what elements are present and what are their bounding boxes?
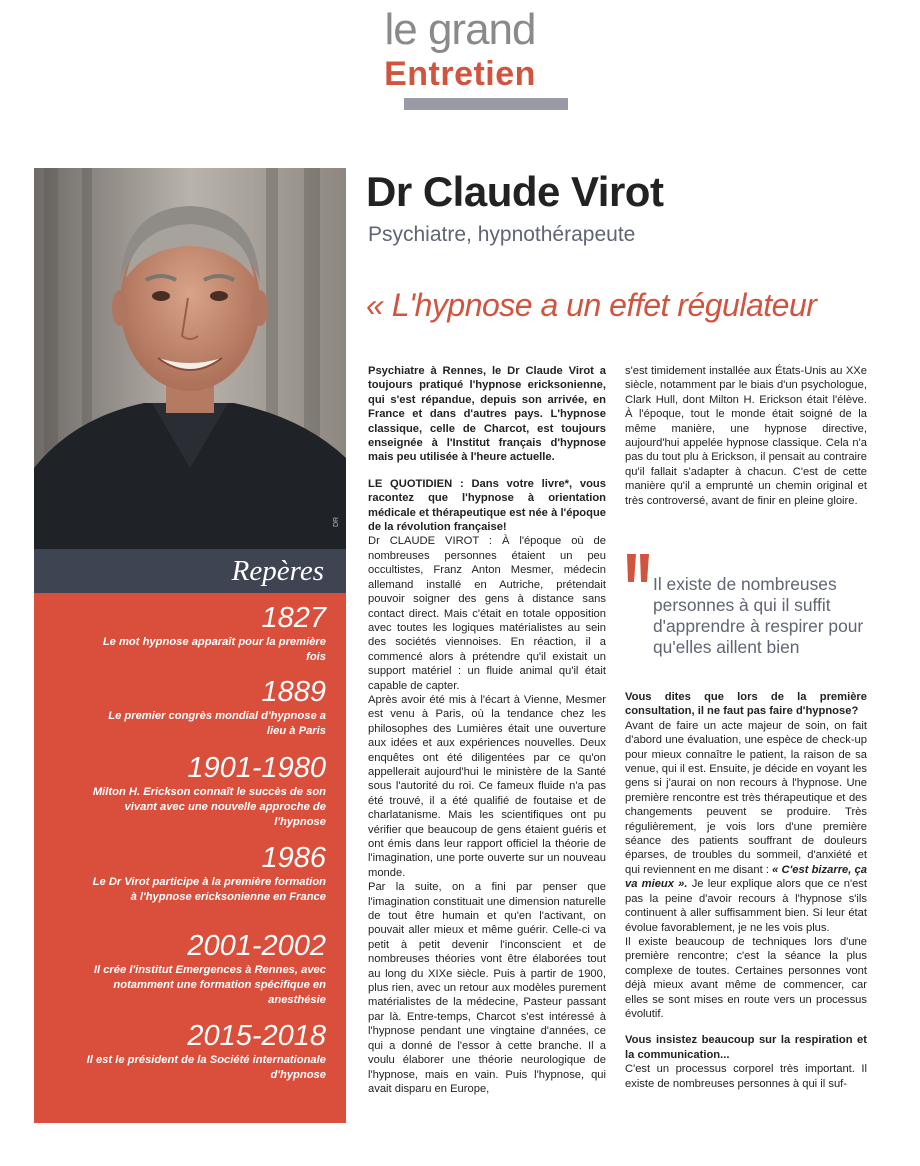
quote-mark-icon xyxy=(625,552,653,588)
timeline-text: Il crée l'institut Emergences à Rennes, avec notamment une formation spécifique en anesthésie xyxy=(93,964,326,1006)
masthead-underline xyxy=(404,98,568,110)
timeline-year: 1901-1980 xyxy=(187,752,326,784)
answer-3: C'est un processus corporel très important. Il existe de nombreuses personnes à qui il suf- xyxy=(625,1063,867,1090)
timeline-item xyxy=(86,753,326,830)
answer-2 xyxy=(625,719,867,935)
timeline-text: Le premier congrès mondial d'hypnose a lieu à Paris xyxy=(108,710,326,737)
timeline-year: 2001-2002 xyxy=(187,930,326,962)
answer-text: Avant de faire un acte majeur de soin, on fait d'abord une évaluation, une espèce de check-up pour mieux connaître le patient, la raison de sa venue, qui il est. Ensuite, je décide en voyant les gens si j'aurai on non recours à l'hypnose. Une première rencontre est très thérapeutique et des changements peuvent se produire. Très régulièrement, je vois lors d'une première séance des patients souffrant de douleurs éparses, de troubles du sommeil, d'anxiété et qui reviennent en me disant : xyxy=(625,719,867,876)
question-label: LE QUOTIDIEN : xyxy=(368,477,464,490)
portrait-photo xyxy=(34,168,346,549)
paragraph: Par la suite, on a fini par penser que l'imagination constituait une dimension naturelle de tout être humain et qu'en l'activant, on pouvait aller mieux et même guérir. Celle-ci va petit à petit devenir l'inconscient et de nombreuses théories vont être élaborées tout au long du XIXe siècle. Puis à partir de 1900, plus rien, avec un retour aux modèles purement matérialistes de la médecine, Pasteur passant par là. Entre-temps, Charcot s'est intéressé à l'hypnose pendant une vingtaine d'années, ce qui a donné de l'essor à cette branche. Il a voulu élaborer une théorie neurologique de l'hypnose, mais en vain. Puis l'hypnose, qui avait disparu en Europe, xyxy=(368,881,606,1095)
question-text: Dans votre livre*, vous racontez que l'hypnose à orientation médicale et thérapeutique est née à l'époque de la révolution française! xyxy=(368,477,606,534)
timeline-item xyxy=(86,843,326,905)
timeline-year: 2015-2018 xyxy=(187,1020,326,1052)
answer-text: Je leur explique alors que ce n'est pas la peine d'avoir recours à l'hypnose s'ils continuent à aller suffisamment bien. Si leur état évolue favorablement, je ne les vois plus. xyxy=(625,878,868,934)
answer-text: À l'époque où de nombreuses personnes étaient un peu occultistes, Franz Anton Mesmer, médecin allemand installé en Autriche, prétendait pouvoir soigner des gens à distance sans contact direct. Mais c'était en totale opposition avec toutes les logiques matérialistes au sein des sociétés viennoises. En réaction, il a commencé alors à prétendre qu'il existait un support matériel : un fluide animal qu'il était capable de capter. xyxy=(368,535,606,692)
timeline-text: Le mot hypnose apparaît pour la première fois xyxy=(102,636,326,663)
timeline-text: Il est le président de la Société internationale d'hypnose xyxy=(86,1054,326,1081)
paragraph: s'est timidement installée aux États-Unis au XXe siècle, notamment par le biais d'un psychologue, Clark Hull, dont Milton H. Erickson était l'élève. À l'époque, tout le monde était soigné de la même manière, une hypnose directive, aujourd'hui appelée hypnose classique. Cela n'a pas du tout plu à Erickson, il pensait au contraire qu'il fallait s'adapter à chacun. C'est de cette manière qu'il a emprunté un chemin original et très controversé, avant de finir en pleine gloire. xyxy=(625,365,867,507)
timeline-year: 1827 xyxy=(261,602,326,634)
interviewee-role: Psychiatre, hypnothérapeute xyxy=(368,223,636,246)
masthead-title: Entretien xyxy=(384,55,536,93)
timeline-year: 1986 xyxy=(261,842,326,874)
timeline-text: Le Dr Virot participe à la première formation à l'hypnose ericksonienne en France xyxy=(92,876,326,903)
reperes-timeline xyxy=(34,593,346,1123)
interviewee-name: Dr Claude Virot xyxy=(366,168,664,215)
reperes-header xyxy=(34,549,346,593)
article-column-2-continued xyxy=(625,690,867,1091)
pull-quote xyxy=(625,548,875,668)
article-column-2 xyxy=(625,364,867,508)
question-3: Vous insistez beaucoup sur la respiration et la communication... xyxy=(625,1034,867,1061)
answer-label: Dr CLAUDE VIROT : xyxy=(368,535,493,548)
photo-credit: DR xyxy=(333,516,340,527)
answer-1 xyxy=(368,534,606,692)
reperes-title: Repères xyxy=(231,555,324,587)
timeline-item xyxy=(86,1021,326,1083)
timeline-item xyxy=(86,677,326,739)
masthead-line1: le grand xyxy=(384,5,536,54)
question-2: Vous dites que lors de la première consultation, il ne faut pas faire d'hypnose? xyxy=(625,691,867,718)
timeline-year: 1889 xyxy=(261,676,326,708)
paragraph: Après avoir été mis à l'écart à Vienne, Mesmer est venu à Paris, où la tendance chez les philosophes des Lumières était une ouverture aux idées et aux expériences nouvelles. Deux enquêtes ont été diligentées par ce qu'on appellerait aujourd'hui le ministère de la Santé sous l'autorité du roi. Ce fameux fluide n'a pas été trouvé, il a été qualifié de foutaise et de charlatanisme. Mais les scientifiques ont pu vérifier que beaucoup de gens étaient guéris et ont émis dans leur rapport officiel la théorie de l'imagination, une porte ouverte sur un nouveau monde. xyxy=(368,693,606,879)
paragraph: Il existe beaucoup de techniques lors d'une première rencontre; c'est la séance la plus complexe de toutes. Certaines personnes vont déjà mieux avant même de commencer, car elles se sont mises en route vers un processus évolutif. xyxy=(625,935,867,1020)
pull-quote-text: Il existe de nombreuses personnes à qui il suffit d'apprendre à respirer pour qu'elles aillent bien xyxy=(653,574,864,657)
answer-quote: « C'est bizarre, ça va mieux ». xyxy=(625,863,867,891)
timeline-text: Milton H. Erickson connaît le succès de son vivant avec une nouvelle approche de l'hypnose xyxy=(92,786,326,828)
article-headline: « L'hypnose a un effet régulateur xyxy=(366,287,817,323)
timeline-item xyxy=(86,603,326,665)
question-1 xyxy=(368,477,606,535)
article-intro: Psychiatre à Rennes, le Dr Claude Virot a toujours pratiqué l'hypnose ericksonienne, qui s'est répandue, depuis son arrivée, en France et dans d'autres pays. L'hypnose classique, celle de Charcot, est toujours enseignée à l'Institut français d'hypnose mais peu utilisée à l'heure actuelle. xyxy=(368,365,606,464)
article-column-1 xyxy=(368,364,606,1096)
timeline-item xyxy=(71,931,326,1008)
